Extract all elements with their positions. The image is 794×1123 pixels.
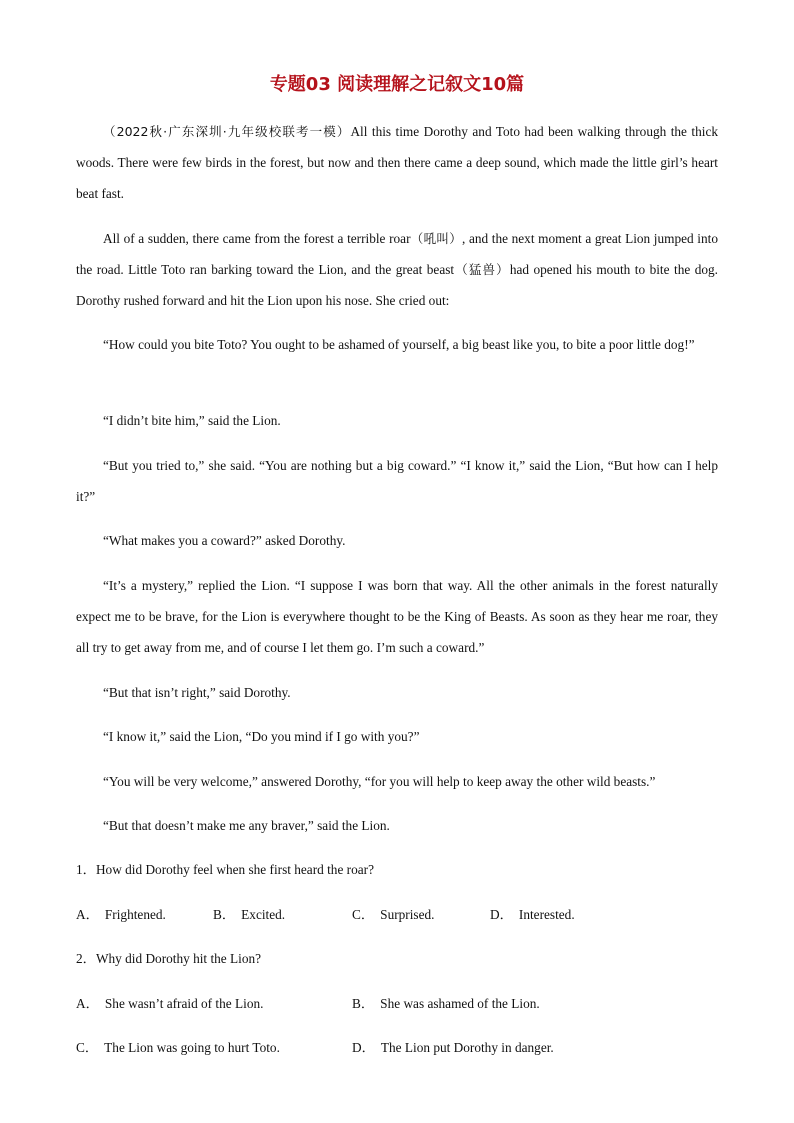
passage-paragraph-5: “But you tried to,” she said. “You are nothing but a big coward.” “I know it,” said the Lion, “But how can I help it?”: [76, 458, 718, 504]
passage-paragraph-6: “What makes you a coward?” asked Dorothy.: [103, 533, 346, 548]
question-1-option-d[interactable]: D． Interested.: [490, 907, 575, 922]
question-1-option-c[interactable]: C． Surprised.: [352, 907, 435, 922]
passage-paragraph-7: “It’s a mystery,” replied the Lion. “I suppose I was born that way. All the other animals in the forest naturally expect me to be brave, for the Lion is everywhere thought to be the King of Beasts. As soon as they hear me roar, they all try to get away from me, and of course I let them go. I’m such a coward.”: [76, 578, 718, 655]
question-1: 1．How did Dorothy feel when she first heard the roar?: [76, 862, 374, 877]
question-2-option-c[interactable]: C． The Lion was going to hurt Toto.: [76, 1040, 280, 1055]
passage-paragraph-11: “But that doesn’t make me any braver,” said the Lion.: [103, 818, 390, 833]
passage-paragraph-4: “I didn’t bite him,” said the Lion.: [103, 413, 281, 428]
question-2-option-d[interactable]: D． The Lion put Dorothy in danger.: [352, 1040, 554, 1055]
question-1-option-b[interactable]: B． Excited.: [213, 907, 286, 922]
page-title: 专题03 阅读理解之记叙文10篇: [269, 74, 525, 95]
passage-paragraph-3: “How could you bite Toto? You ought to be ashamed of yourself, a big beast like you, to bite a poor little dog!”: [103, 337, 695, 352]
passage-paragraph-2: All of a sudden, there came from the forest a terrible roar（吼叫）, and the next moment a great Lion jumped into the road. Little Toto ran barking toward the Lion, and the great beast（猛兽）had opened his mouth to bite the dog. Dorothy rushed forward and hit the Lion upon his nose. She cried out:: [76, 231, 718, 308]
question-1-option-a[interactable]: A． Frightened.: [76, 907, 166, 922]
source-note: （2022秋·广东深圳·九年级校联考一模）: [103, 124, 351, 139]
question-2: 2．Why did Dorothy hit the Lion?: [76, 951, 262, 966]
passage-paragraph-8: “But that isn’t right,” said Dorothy.: [103, 685, 291, 700]
question-2-option-b[interactable]: B． She was ashamed of the Lion.: [352, 996, 540, 1011]
passage-paragraph-9: “I know it,” said the Lion, “Do you mind if I go with you?”: [103, 729, 420, 744]
passage-paragraph-10: “You will be very welcome,” answered Dorothy, “for you will help to keep away the other wild beasts.”: [103, 774, 656, 789]
question-2-option-a[interactable]: A． She wasn’t afraid of the Lion.: [76, 996, 264, 1011]
passage-paragraph-1: （2022秋·广东深圳·九年级校联考一模）All this time Dorothy and Toto had been walking through the thick woods. There were few birds in the forest, but now and then there came a deep sound, which made the little girl’s heart beat fast.: [76, 124, 718, 201]
